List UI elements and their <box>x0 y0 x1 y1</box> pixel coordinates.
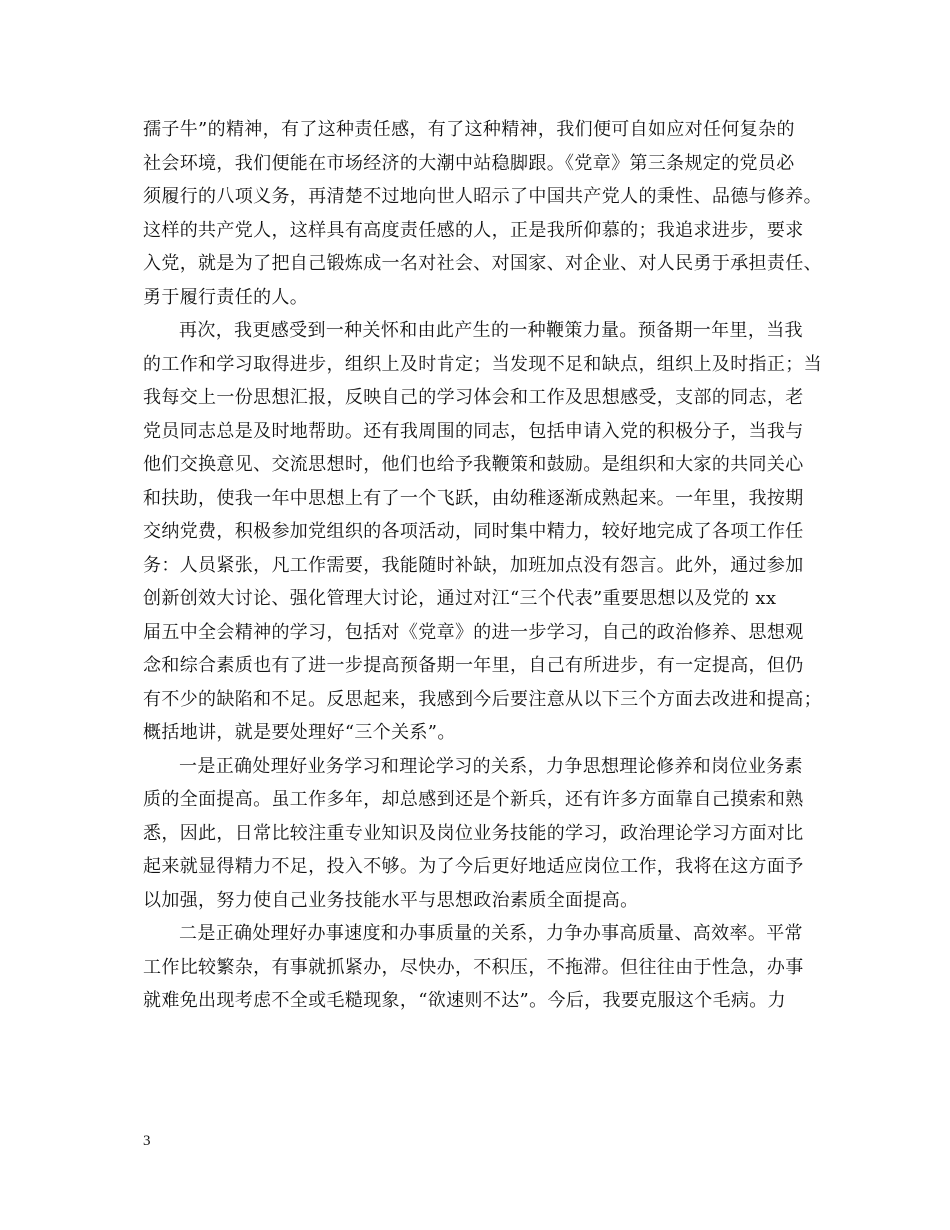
text-line: 务：人员紧张，凡工作需要，我能随时补缺，加班加点没有怨言。此外，通过参加 <box>143 554 804 576</box>
text-line: 孺子牛”的精神，有了这种责任感，有了这种精神，我们便可自如应对任何复杂的 <box>143 119 795 140</box>
page-number: 3 <box>143 1133 151 1149</box>
text-line: 概括地讲，就是要处理好“三个关系”。 <box>143 722 456 743</box>
text-line: 创新创效大讨论、强化管理大讨论，通过对江“三个代表”重要思想以及党的 xx <box>143 588 777 609</box>
text-line: 勇于履行责任的人。 <box>143 286 309 308</box>
paragraph-first-line: 二是正确处理好办事速度和办事质量的关系，力争办事高质量、高效率。平常 <box>179 923 803 944</box>
text-line: 我每交上一份思想汇报，反映自己的学习体会和工作及思想感受，支部的同志，老 <box>143 387 804 408</box>
text-line: 工作比较繁杂，有事就抓紧办，尽快办，不积压，不拖滞。但往往由于性急，办事 <box>143 956 804 978</box>
text-line: 质的全面提高。虽工作多年，却总感到还是个新兵，还有许多方面靠自己摸索和熟 <box>143 789 804 810</box>
text-line: 和扶助，使我一年中思想上有了一个飞跃，由幼稚逐渐成熟起来。一年里，我按期 <box>143 487 804 509</box>
body-text <box>143 113 822 1018</box>
text-line: 的工作和学习取得进步，组织上及时肯定；当发现不足和缺点，组织上及时指正；当 <box>143 353 822 375</box>
paragraph-first-line: 再次，我更感受到一种关怀和由此产生的一种鞭策力量。预备期一年里，当我 <box>179 320 803 341</box>
text-line: 以加强，努力使自己业务技能水平与思想政治素质全面提高。 <box>143 889 639 911</box>
text-line: 交纳党费，积极参加党组织的各项活动，同时集中精力，较好地完成了各项工作任 <box>143 521 804 542</box>
text-line: 须履行的八项义务，再清楚不过地向世人昭示了中国共产党人的秉性、品德与修养。 <box>143 186 822 207</box>
text-line: 念和综合素质也有了进一步提高预备期一年里，自己有所进步，有一定提高，但仍 <box>143 655 804 676</box>
text-line: 起来就显得精力不足，投入不够。为了今后更好地适应岗位工作，我将在这方面予 <box>143 856 804 877</box>
text-line: 届五中全会精神的学习，包括对《党章》的进一步学习，自己的政治修养、思想观 <box>143 621 804 643</box>
text-line: 就难免出现考虑不全或毛糙现象，“欲速则不达”。今后，我要克服这个毛病。力 <box>143 990 787 1011</box>
text-line: 他们交换意见、交流思想时，他们也给予我鞭策和鼓励。是组织和大家的共同关心 <box>143 454 804 475</box>
text-line: 入党，就是为了把自己锻炼成一名对社会、对国家、对企业、对人民勇于承担责任、 <box>143 253 822 274</box>
text-line: 党员同志总是及时地帮助。还有我周围的同志，包括申请入党的积极分子，当我与 <box>143 420 804 442</box>
paragraph-first-line: 一是正确处理好业务学习和理论学习的关系，力争思想理论修养和岗位业务素 <box>179 755 803 777</box>
text-line: 社会环境，我们便能在市场经济的大潮中站稳脚跟。《党章》第三条规定的党员必 <box>143 152 795 174</box>
text-line: 悉，因此，日常比较注重专业知识及岗位业务技能的学习，政治理论学习方面对比 <box>143 822 804 844</box>
text-line: 这样的共产党人，这样具有高度责任感的人，正是我所仰慕的；我追求进步，要求 <box>143 219 804 241</box>
text-line: 有不少的缺陷和不足。反思起来，我感到今后要注意从以下三个方面去改进和提高； <box>143 688 822 710</box>
